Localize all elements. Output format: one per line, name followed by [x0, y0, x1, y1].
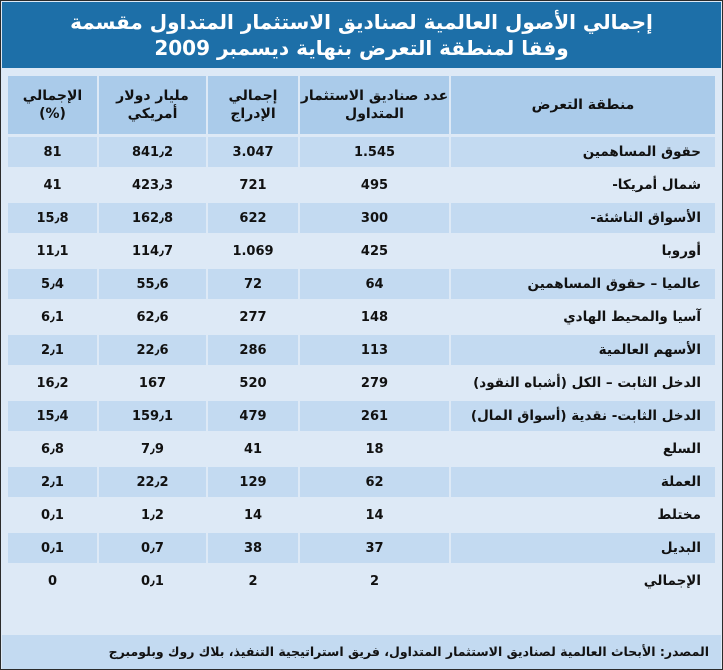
cell-region: آسيا والمحيط الهادي	[449, 302, 715, 332]
cell-usd: 162٫8	[97, 203, 206, 233]
table-title	[2, 2, 721, 68]
cell-funds: 261	[298, 401, 449, 431]
header-funds-count: عدد صناديق الاستثمار المتداول	[298, 76, 449, 134]
header-usd-bn: مليار دولار أمريكي	[97, 76, 206, 134]
title-line-1: إجمالي الأصول العالمية لصناديق الاستثمار المتداول مقسمة	[70, 10, 653, 34]
cell-pct: 15٫4	[8, 401, 97, 431]
cell-listings: 2	[206, 566, 298, 596]
cell-pct: 5٫4	[8, 269, 97, 299]
cell-pct: 0٫1	[8, 533, 97, 563]
cell-usd: 159٫1	[97, 401, 206, 431]
cell-region: الإجمالي	[449, 566, 715, 596]
table-row	[8, 269, 715, 299]
table-row	[8, 566, 715, 596]
cell-region: مختلط	[449, 500, 715, 530]
cell-region: شمال أمريكا-	[449, 170, 715, 200]
table-row	[8, 335, 715, 365]
cell-pct: 81	[8, 137, 97, 167]
cell-pct: 6٫8	[8, 434, 97, 464]
cell-usd: 62٫6	[97, 302, 206, 332]
cell-funds: 425	[298, 236, 449, 266]
cell-region: البديل	[449, 533, 715, 563]
cell-pct: 41	[8, 170, 97, 200]
cell-region: الدخل الثابت- نقدية (أسواق المال)	[449, 401, 715, 431]
cell-usd: 423٫3	[97, 170, 206, 200]
cell-pct: 16٫2	[8, 368, 97, 398]
cell-listings: 479	[206, 401, 298, 431]
cell-listings: 277	[206, 302, 298, 332]
table-row	[8, 434, 715, 464]
cell-pct: 2٫1	[8, 335, 97, 365]
cell-listings: 129	[206, 467, 298, 497]
cell-usd: 1٫2	[97, 500, 206, 530]
cell-region: الدخل الثابت – الكل (أشباه النقود)	[449, 368, 715, 398]
cell-region: الأسواق الناشئة-	[449, 203, 715, 233]
cell-funds: 62	[298, 467, 449, 497]
cell-funds: 14	[298, 500, 449, 530]
table-row	[8, 401, 715, 431]
cell-usd: 114٫7	[97, 236, 206, 266]
cell-usd: 22٫6	[97, 335, 206, 365]
cell-listings: 41	[206, 434, 298, 464]
cell-funds: 113	[298, 335, 449, 365]
cell-pct: 15٫8	[8, 203, 97, 233]
cell-funds: 1.545	[298, 137, 449, 167]
cell-usd: 7٫9	[97, 434, 206, 464]
cell-listings: 38	[206, 533, 298, 563]
table-row	[8, 368, 715, 398]
cell-listings: 3.047	[206, 137, 298, 167]
cell-region: العملة	[449, 467, 715, 497]
cell-funds: 37	[298, 533, 449, 563]
cell-region: حقوق المساهمين	[449, 137, 715, 167]
cell-region: أوروبا	[449, 236, 715, 266]
cell-funds: 2	[298, 566, 449, 596]
cell-pct: 11٫1	[8, 236, 97, 266]
cell-region: الأسهم العالمية	[449, 335, 715, 365]
header-listings: إجمالي الإدراج	[206, 76, 298, 134]
cell-listings: 14	[206, 500, 298, 530]
cell-funds: 18	[298, 434, 449, 464]
table-row	[8, 302, 715, 332]
table-row	[8, 203, 715, 233]
cell-usd: 22٫2	[97, 467, 206, 497]
cell-funds: 64	[298, 269, 449, 299]
table-row	[8, 137, 715, 167]
cell-funds: 279	[298, 368, 449, 398]
cell-funds: 148	[298, 302, 449, 332]
cell-region: السلع	[449, 434, 715, 464]
table-row	[8, 467, 715, 497]
cell-region: عالميا – حقوق المساهمين	[449, 269, 715, 299]
header-row	[8, 76, 715, 134]
cell-pct: 0	[8, 566, 97, 596]
cell-funds: 300	[298, 203, 449, 233]
title-line-2: وفقا لمنطقة التعرض بنهاية ديسمبر 2009	[154, 36, 569, 60]
cell-usd: 841٫2	[97, 137, 206, 167]
cell-listings: 286	[206, 335, 298, 365]
cell-pct: 6٫1	[8, 302, 97, 332]
header-region: منطقة التعرض	[449, 76, 715, 134]
cell-usd: 167	[97, 368, 206, 398]
cell-listings: 1.069	[206, 236, 298, 266]
cell-usd: 0٫7	[97, 533, 206, 563]
cell-usd: 55٫6	[97, 269, 206, 299]
cell-listings: 72	[206, 269, 298, 299]
cell-funds: 495	[298, 170, 449, 200]
cell-pct: 2٫1	[8, 467, 97, 497]
table-row	[8, 500, 715, 530]
etf-assets-table	[8, 73, 715, 599]
table-row	[8, 170, 715, 200]
header-total-pct: الإجمالي (%)	[8, 76, 97, 134]
source-note: المصدر: الأبحاث العالمية لصناديق الاستثمار المتداول، فريق استراتيجية التنفيذ، بلاك روك وبلومبرج	[2, 635, 721, 669]
table-row	[8, 533, 715, 563]
cell-listings: 520	[206, 368, 298, 398]
table-row	[8, 236, 715, 266]
cell-listings: 622	[206, 203, 298, 233]
cell-pct: 0٫1	[8, 500, 97, 530]
cell-usd: 0٫1	[97, 566, 206, 596]
cell-listings: 721	[206, 170, 298, 200]
